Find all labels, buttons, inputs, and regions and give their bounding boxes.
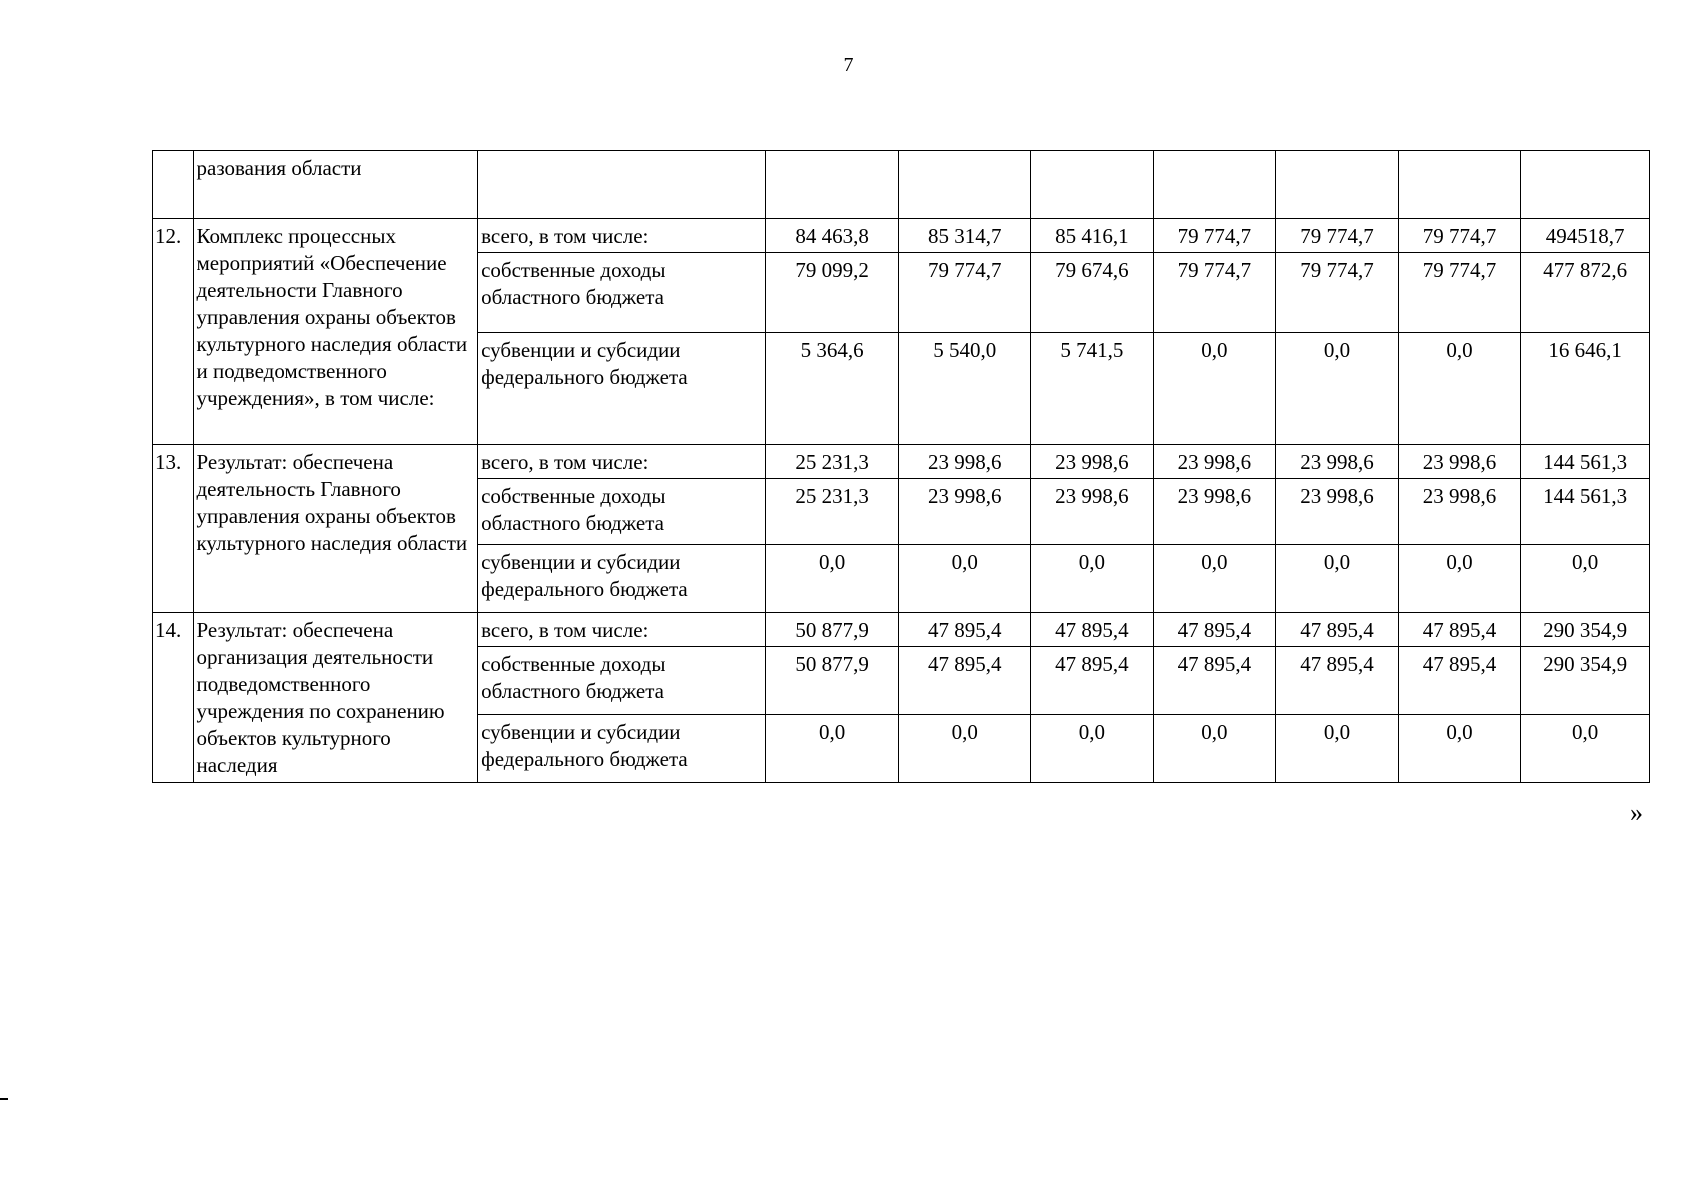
value-cell: 47 895,4 [1398, 647, 1521, 715]
value-cell [1153, 151, 1276, 219]
value-cell: 47 895,4 [1276, 613, 1399, 647]
value-cell: 50 877,9 [765, 613, 899, 647]
value-cell: 79 774,7 [1276, 219, 1399, 253]
total-cell: 290 354,9 [1521, 647, 1650, 715]
value-cell: 85 416,1 [1031, 219, 1154, 253]
value-cell: 50 877,9 [765, 647, 899, 715]
value-cell: 47 895,4 [899, 613, 1031, 647]
total-cell: 16 646,1 [1521, 333, 1650, 445]
value-cell: 79 674,6 [1031, 253, 1154, 333]
row-number-cell: 14. [153, 613, 194, 783]
value-cell: 0,0 [899, 545, 1031, 613]
funding-source-cell [478, 151, 766, 219]
funding-source-cell: субвенции и субсидии федерального бюджета [478, 715, 766, 783]
value-cell [1031, 151, 1154, 219]
value-cell: 79 774,7 [1276, 253, 1399, 333]
funding-source-cell: собственные доходы областного бюджета [478, 647, 766, 715]
value-cell: 5 741,5 [1031, 333, 1154, 445]
value-cell: 5 540,0 [899, 333, 1031, 445]
total-cell: 477 872,6 [1521, 253, 1650, 333]
value-cell: 84 463,8 [765, 219, 899, 253]
value-cell: 0,0 [1153, 545, 1276, 613]
value-cell: 79 099,2 [765, 253, 899, 333]
value-cell: 79 774,7 [1398, 253, 1521, 333]
value-cell [1276, 151, 1399, 219]
funding-source-cell: всего, в том числе: [478, 445, 766, 479]
value-cell: 23 998,6 [899, 479, 1031, 545]
value-cell: 23 998,6 [899, 445, 1031, 479]
value-cell: 0,0 [1031, 545, 1154, 613]
funding-source-cell: собственные доходы областного бюджета [478, 479, 766, 545]
measure-name-cell: Комплекс процессных мероприятий «Обеспечение деятельности Главного управления охраны объектов культурного наследия области и подведомственного учреждения», в том числе: [193, 219, 478, 445]
table-row-13-total [153, 445, 1650, 479]
measure-name-cell: Результат: обеспечена организация деятельности подведомственного учреждения по сохранению объектов культурного наследия [193, 613, 478, 783]
table-row-continuation [153, 151, 1650, 219]
funding-source-cell: субвенции и субсидии федерального бюджета [478, 333, 766, 445]
funding-source-cell: всего, в том числе: [478, 219, 766, 253]
value-cell: 47 895,4 [1153, 647, 1276, 715]
value-cell: 5 364,6 [765, 333, 899, 445]
value-cell: 0,0 [1398, 715, 1521, 783]
value-cell: 79 774,7 [1153, 253, 1276, 333]
measure-name-cell: разования области [193, 151, 478, 219]
value-cell: 0,0 [765, 545, 899, 613]
total-cell [1521, 151, 1650, 219]
funding-source-cell: субвенции и субсидии федерального бюджета [478, 545, 766, 613]
row-number-cell [153, 151, 194, 219]
budget-table [152, 150, 1650, 783]
value-cell: 25 231,3 [765, 445, 899, 479]
value-cell: 23 998,6 [1153, 445, 1276, 479]
row-number-cell: 12. [153, 219, 194, 445]
value-cell: 23 998,6 [1031, 445, 1154, 479]
measure-name-cell: Результат: обеспечена деятельность Главного управления охраны объектов культурного наследия области [193, 445, 478, 613]
value-cell: 25 231,3 [765, 479, 899, 545]
value-cell: 0,0 [899, 715, 1031, 783]
value-cell: 79 774,7 [1398, 219, 1521, 253]
value-cell: 79 774,7 [1153, 219, 1276, 253]
total-cell: 0,0 [1521, 545, 1650, 613]
total-cell: 0,0 [1521, 715, 1650, 783]
row-number-cell: 13. [153, 445, 194, 613]
value-cell: 23 998,6 [1276, 445, 1399, 479]
margin-mark [0, 1098, 8, 1100]
value-cell: 0,0 [1276, 545, 1399, 613]
value-cell [765, 151, 899, 219]
value-cell: 0,0 [1276, 715, 1399, 783]
value-cell: 0,0 [765, 715, 899, 783]
value-cell: 47 895,4 [899, 647, 1031, 715]
funding-source-cell: собственные доходы областного бюджета [478, 253, 766, 333]
value-cell: 0,0 [1153, 715, 1276, 783]
page-number: 7 [843, 54, 854, 76]
value-cell [899, 151, 1031, 219]
table-row-14-total [153, 613, 1650, 647]
value-cell: 47 895,4 [1398, 613, 1521, 647]
value-cell: 79 774,7 [899, 253, 1031, 333]
value-cell: 23 998,6 [1153, 479, 1276, 545]
value-cell: 47 895,4 [1031, 613, 1154, 647]
total-cell: 144 561,3 [1521, 479, 1650, 545]
value-cell: 47 895,4 [1031, 647, 1154, 715]
funding-source-cell: всего, в том числе: [478, 613, 766, 647]
value-cell: 47 895,4 [1276, 647, 1399, 715]
value-cell: 0,0 [1153, 333, 1276, 445]
value-cell: 0,0 [1398, 545, 1521, 613]
closing-quote-mark: » [1630, 798, 1643, 827]
value-cell: 23 998,6 [1398, 445, 1521, 479]
value-cell: 0,0 [1031, 715, 1154, 783]
value-cell: 85 314,7 [899, 219, 1031, 253]
value-cell [1398, 151, 1521, 219]
table-row-12-total [153, 219, 1650, 253]
value-cell: 47 895,4 [1153, 613, 1276, 647]
value-cell: 0,0 [1276, 333, 1399, 445]
value-cell: 23 998,6 [1276, 479, 1399, 545]
value-cell: 23 998,6 [1031, 479, 1154, 545]
total-cell: 494518,7 [1521, 219, 1650, 253]
value-cell: 0,0 [1398, 333, 1521, 445]
value-cell: 23 998,6 [1398, 479, 1521, 545]
total-cell: 290 354,9 [1521, 613, 1650, 647]
total-cell: 144 561,3 [1521, 445, 1650, 479]
